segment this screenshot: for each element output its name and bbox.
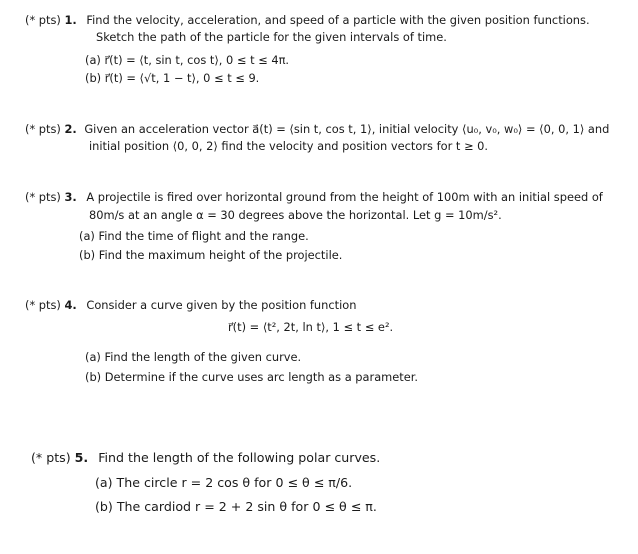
problem-1-intro-line2: Sketch the path of the particle for the given intervals of time. — [96, 30, 447, 44]
problem-3-number: 3. — [64, 190, 77, 204]
problem-4-intro-line1: Consider a curve given by the position function — [86, 298, 357, 312]
problem-4-number: 4. — [64, 298, 77, 312]
problem-2-intro-line1: Given an acceleration vector a⃗(t) = ⟨sin t, cos t, 1⟩, initial velocity ⟨u₀, v₀, w₀⟩ = ⟨0, 0, 1⟩ and — [84, 122, 610, 136]
problem-4-part-a: (a) Find the length of the given curve. — [85, 350, 302, 364]
problem-5-part-a: (a) The circle r = 2 cos θ for 0 ≤ θ ≤ π/6. — [95, 475, 353, 490]
problem-3-intro-line2: 80m/s at an angle α = 30 degrees above the horizontal. Let g = 10m/s². — [89, 208, 502, 222]
problem-4-header — [25, 298, 356, 312]
problem-5-part-b: (b) The cardiod r = 2 + 2 sin θ for 0 ≤ θ ≤ π. — [95, 499, 377, 514]
problem-4-part-b: (b) Determine if the curve uses arc length as a parameter. — [85, 370, 419, 384]
problem-2-header — [25, 122, 609, 136]
problem-2-intro-line2: initial position ⟨0, 0, 2⟩ find the velocity and position vectors for t ≥ 0. — [89, 139, 488, 153]
problem-4-formula: r⃗(t) = ⟨t², 2t, ln t⟩, 1 ≤ t ≤ e². — [228, 320, 394, 334]
problem-2-label: (* pts) — [25, 122, 61, 136]
problem-5-intro-line1: Find the length of the following polar curves. — [98, 450, 381, 465]
problem-3-intro-line1: A projectile is fired over horizontal ground from the height of 100m with an initial speed of — [86, 190, 603, 204]
problem-5-label: (* pts) — [31, 450, 71, 465]
problem-2-number: 2. — [64, 122, 77, 136]
problem-1-part-b: (b) r⃗(t) = ⟨√t, 1 − t⟩, 0 ≤ t ≤ 9. — [85, 71, 260, 85]
problem-1-label: (* pts) — [25, 13, 61, 27]
problem-1-header — [25, 13, 590, 27]
problem-3-part-a: (a) Find the time of flight and the range. — [79, 229, 309, 243]
problem-3-label: (* pts) — [25, 190, 61, 204]
problem-3-part-b: (b) Find the maximum height of the projectile. — [79, 248, 343, 262]
problem-1-intro-line1: Find the velocity, acceleration, and speed of a particle with the given position functions. — [86, 13, 590, 27]
problem-5-header — [31, 450, 380, 465]
problem-5-number: 5. — [74, 450, 89, 465]
problem-1-part-a: (a) r⃗(t) = ⟨t, sin t, cos t⟩, 0 ≤ t ≤ 4π. — [85, 53, 290, 67]
problem-1-number: 1. — [64, 13, 77, 27]
problem-4-label: (* pts) — [25, 298, 61, 312]
problem-3-header — [25, 190, 603, 204]
